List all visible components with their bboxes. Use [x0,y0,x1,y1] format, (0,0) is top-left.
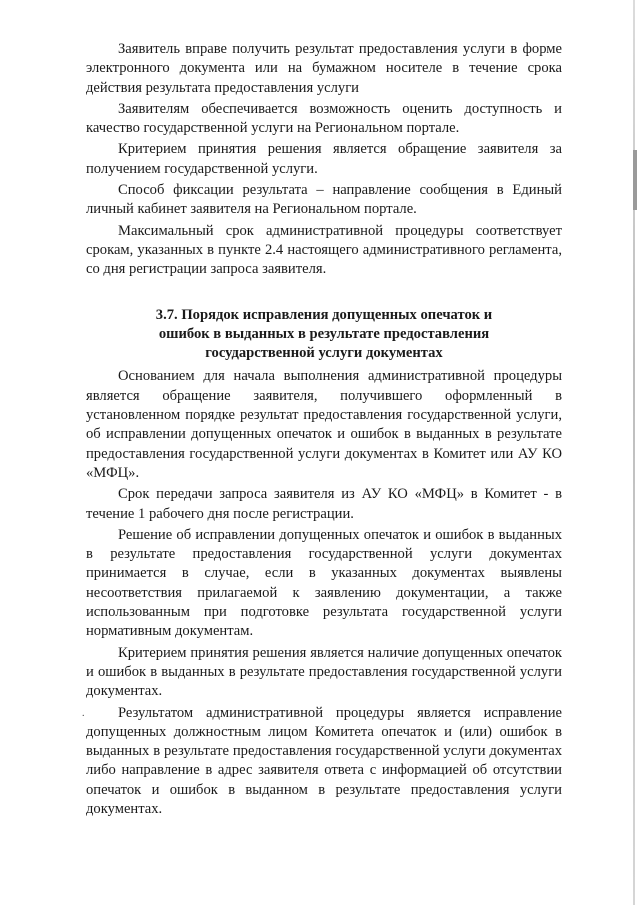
paragraph-correction-decision: Решение об исправлении допущенных опечаток и ошибок в выданных в результате предоставления государственной услуги документах принимается в случае, если в указанных документах выявлены несоответствия прилагаемой к заявлению документации, а также использованным при подготовке результата государственной услуги нормативным документам. [86,526,562,640]
paragraph-decision-criterion: Критерием принятия решения является обращение заявителя за получением государственной услуги. [86,141,562,177]
paragraph-transfer-term: Срок передачи запроса заявителя из АУ КО «МФЦ» в Комитет - в течение 1 рабочего дня после регистрации. [86,486,562,522]
paragraph-result-form: Заявитель вправе получить результат предоставления услуги в форме электронного документа или на бумажном носителе в течение срока действия результата предоставления услуги [86,41,562,96]
document-body [82,40,562,819]
paragraph-result-wrapper [82,704,562,820]
paragraph-fixation-method: Способ фиксации результата – направление сообщения в Единый личный кабинет заявителя на Региональном портале. [86,182,562,218]
scan-dot-mark: . [82,707,85,719]
paragraph-procedure-result: Результатом административной процедуры является исправление допущенных должностным лицом Комитета опечаток и (или) ошибок в выданных в результате предоставления государственной услуги документах либо направление в адрес заявителя ответа с информацией об отсутствии опечаток и ошибок в выданном в результате предоставления услуги документах. [86,704,562,817]
section-heading-3-7: 3.7. Порядок исправления допущенных опечаток и ошибок в выданных в результате предоставления государственной услуги документах [155,306,493,362]
paragraph-max-term: Максимальный срок административной процедуры соответствует срокам, указанных в пункте 2.4 настоящего административного регламента, со дня регистрации запроса заявителя. [86,222,562,278]
scan-edge-line [633,0,635,905]
paragraph-grounds: Основанием для начала выполнения административной процедуры является обращение заявителя, получившего оформленный в установленном порядке результат предоставления государственной услуги, об исправлении допущенных опечаток и ошибок в выданных в результате предоставления государственной услуги документах в Комитет или АУ КО «МФЦ». [86,368,562,481]
paragraph-acceptance-criterion: Критерием принятия решения является наличие допущенных опечаток и ошибок в выданных в результате предоставления государственной услуги документах. [86,644,562,700]
paragraph-quality-assessment: Заявителям обеспечивается возможность оценить доступность и качество государственной услуги на Региональном портале. [86,100,562,137]
scan-edge-mark [633,150,637,210]
